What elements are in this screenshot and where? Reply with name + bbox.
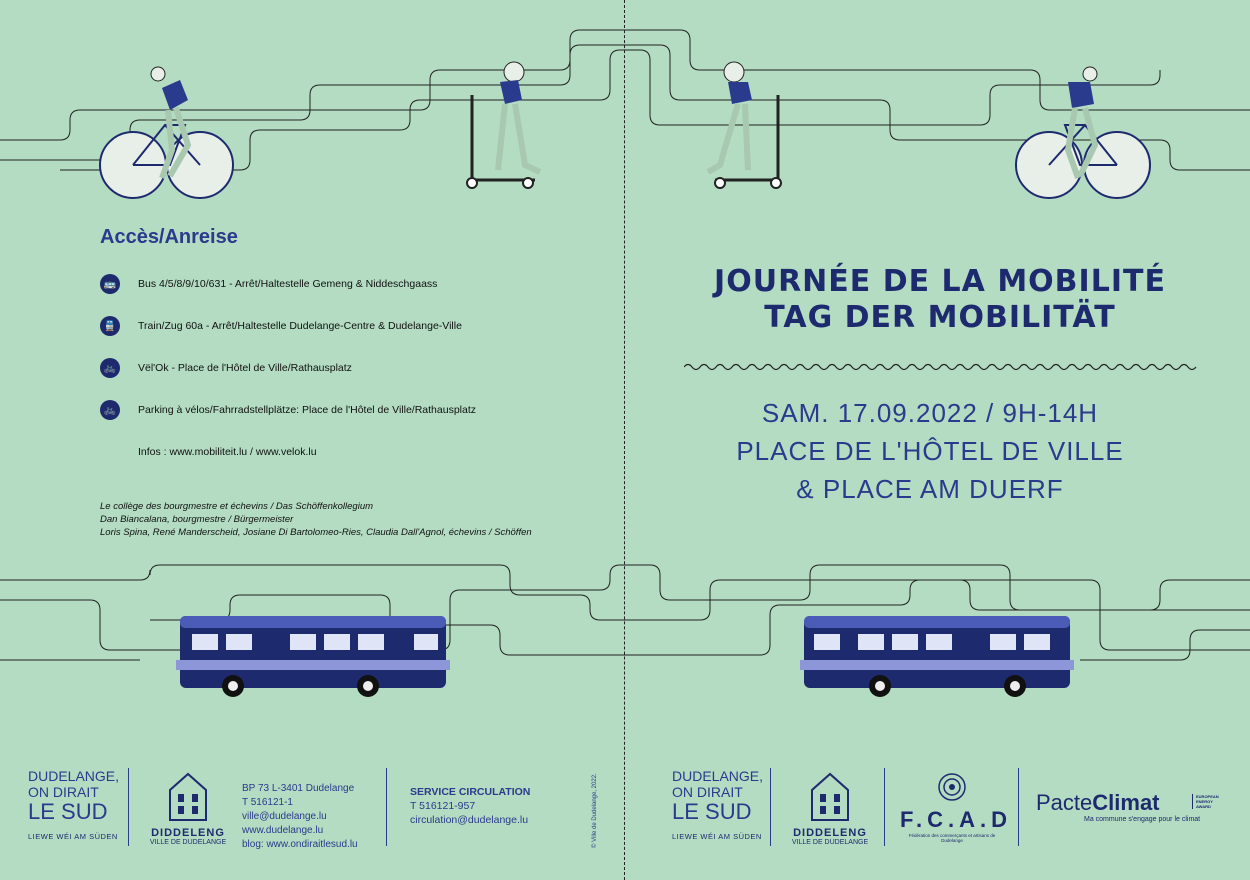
brand-tagline: LIEWE WÉI AM SÜDEN <box>672 832 762 841</box>
access-row-bus <box>100 274 437 294</box>
divider <box>1018 768 1019 846</box>
brand-line: ON DIRAIT <box>28 784 99 800</box>
access-row-velok <box>100 358 352 378</box>
event-date: SAM. 17.09.2022 / 9H-14H <box>761 398 1099 428</box>
contact-web[interactable]: www.dudelange.lu <box>242 825 324 836</box>
brand-line: ON DIRAIT <box>672 784 743 800</box>
city-crest-left <box>148 770 228 846</box>
pacte-climat-logo <box>1036 790 1219 823</box>
contact-email[interactable]: ville@dudelange.lu <box>242 811 327 822</box>
bicycle-parking-icon: 🚲 <box>100 400 120 420</box>
contact-address: BP 73 L-3401 Dudelange <box>242 783 355 794</box>
pacte-name-light: Pacte <box>1036 790 1093 815</box>
service-title: SERVICE CIRCULATION <box>410 786 531 798</box>
service-email[interactable]: circulation@dudelange.lu <box>410 814 529 826</box>
brand-logo-left <box>28 768 119 841</box>
access-row-parking <box>100 400 476 420</box>
event-title <box>640 264 1240 336</box>
event-place-1: PLACE DE L'HÔTEL DE VILLE <box>736 436 1124 466</box>
college-line: Dan Biancalana, bourgmestre / Bürgermeister <box>100 514 294 525</box>
event-place-2: & PLACE AM DUERF <box>796 474 1064 504</box>
wavy-divider <box>684 362 1198 372</box>
contact-phone: T 516121-1 <box>242 797 293 808</box>
city-crest-icon <box>166 770 210 822</box>
crest-sub: VILLE DE DUDELANGE <box>149 839 227 846</box>
fcad-logo <box>900 772 1012 843</box>
infos-links[interactable]: Infos : www.mobiliteit.lu / www.velok.lu <box>138 446 317 458</box>
energy-award-label: EUROPEAN ENERGY AWARD <box>1192 794 1222 809</box>
fcad-name: F.C.A.D <box>900 807 1012 832</box>
fold-line <box>624 0 625 880</box>
bicycle-icon: 🚲 <box>100 358 120 378</box>
event-title-fr: JOURNÉE DE LA MOBILITÉ <box>714 264 1166 299</box>
fcad-sub: Fédération des commerçants et artisans de Dudelange <box>908 833 996 843</box>
city-crest-right <box>790 770 870 846</box>
bus-illustration-right <box>800 616 1074 697</box>
pacte-name-bold: Climat <box>1092 790 1160 815</box>
crest-name: DIDDELENG <box>793 827 867 839</box>
cyclist-illustration-right <box>1016 67 1150 198</box>
access-row-text: Train/Zug 60a - Arrêt/Haltestelle Dudelange-Centre & Dudelange-Ville <box>138 320 462 332</box>
access-row-text: Bus 4/5/8/9/10/631 - Arrêt/Haltestelle Gemeng & Niddeschgaass <box>138 278 438 290</box>
event-title-de: TAG DER MOBILITÄT <box>764 300 1116 335</box>
divider <box>128 768 129 846</box>
pacte-tagline: Ma commune s'engage pour le climat <box>1084 816 1201 823</box>
divider <box>770 768 771 846</box>
college-credits <box>100 500 532 539</box>
access-title: Accès/Anreise <box>100 226 238 248</box>
brand-line: DUDELANGE, <box>28 768 120 784</box>
crest-name: DIDDELENG <box>151 827 225 839</box>
access-row-text: Vël'Ok - Place de l'Hôtel de Ville/Rathausplatz <box>138 362 352 374</box>
train-icon: 🚆 <box>100 316 120 336</box>
city-crest-icon <box>808 770 852 822</box>
crest-sub: VILLE DE DUDELANGE <box>791 839 869 846</box>
access-row-train <box>100 316 462 336</box>
contact-blog[interactable]: blog: www.ondiraitlesud.lu <box>242 839 358 850</box>
brand-line: DUDELANGE, <box>672 768 764 784</box>
college-line: Loris Spina, René Manderscheid, Josiane Di Bartolomeo-Ries, Claudia Dall'Agnol, échevins / Schöffen <box>100 527 532 538</box>
fcad-emblem-icon <box>937 772 967 802</box>
pacte-name <box>1036 790 1200 816</box>
brand-line: LE SUD <box>28 799 108 824</box>
brand-tagline: LIEWE WÉI AM SÜDEN <box>28 832 118 841</box>
college-line: Le collège des bourgmestre et échevins / Das Schöffenkollegium <box>100 501 374 512</box>
bus-illustration-left <box>176 616 450 697</box>
bus-icon: 🚌 <box>100 274 120 294</box>
scooter-illustration-left <box>467 62 540 188</box>
access-row-text: Parking à vélos/Fahrradstellplätze: Place de l'Hôtel de Ville/Rathausplatz <box>138 404 476 416</box>
event-details <box>700 394 1160 508</box>
cyclist-illustration-left <box>100 67 233 198</box>
service-phone: T 516121-957 <box>410 800 476 812</box>
service-block <box>410 785 530 827</box>
divider <box>884 768 885 846</box>
brand-logo-right <box>672 768 763 841</box>
contact-block <box>242 782 358 852</box>
divider <box>386 768 387 846</box>
brand-line: LE SUD <box>672 799 752 824</box>
copyright-notice: © Ville de Dudelange, 2022. <box>592 773 598 848</box>
